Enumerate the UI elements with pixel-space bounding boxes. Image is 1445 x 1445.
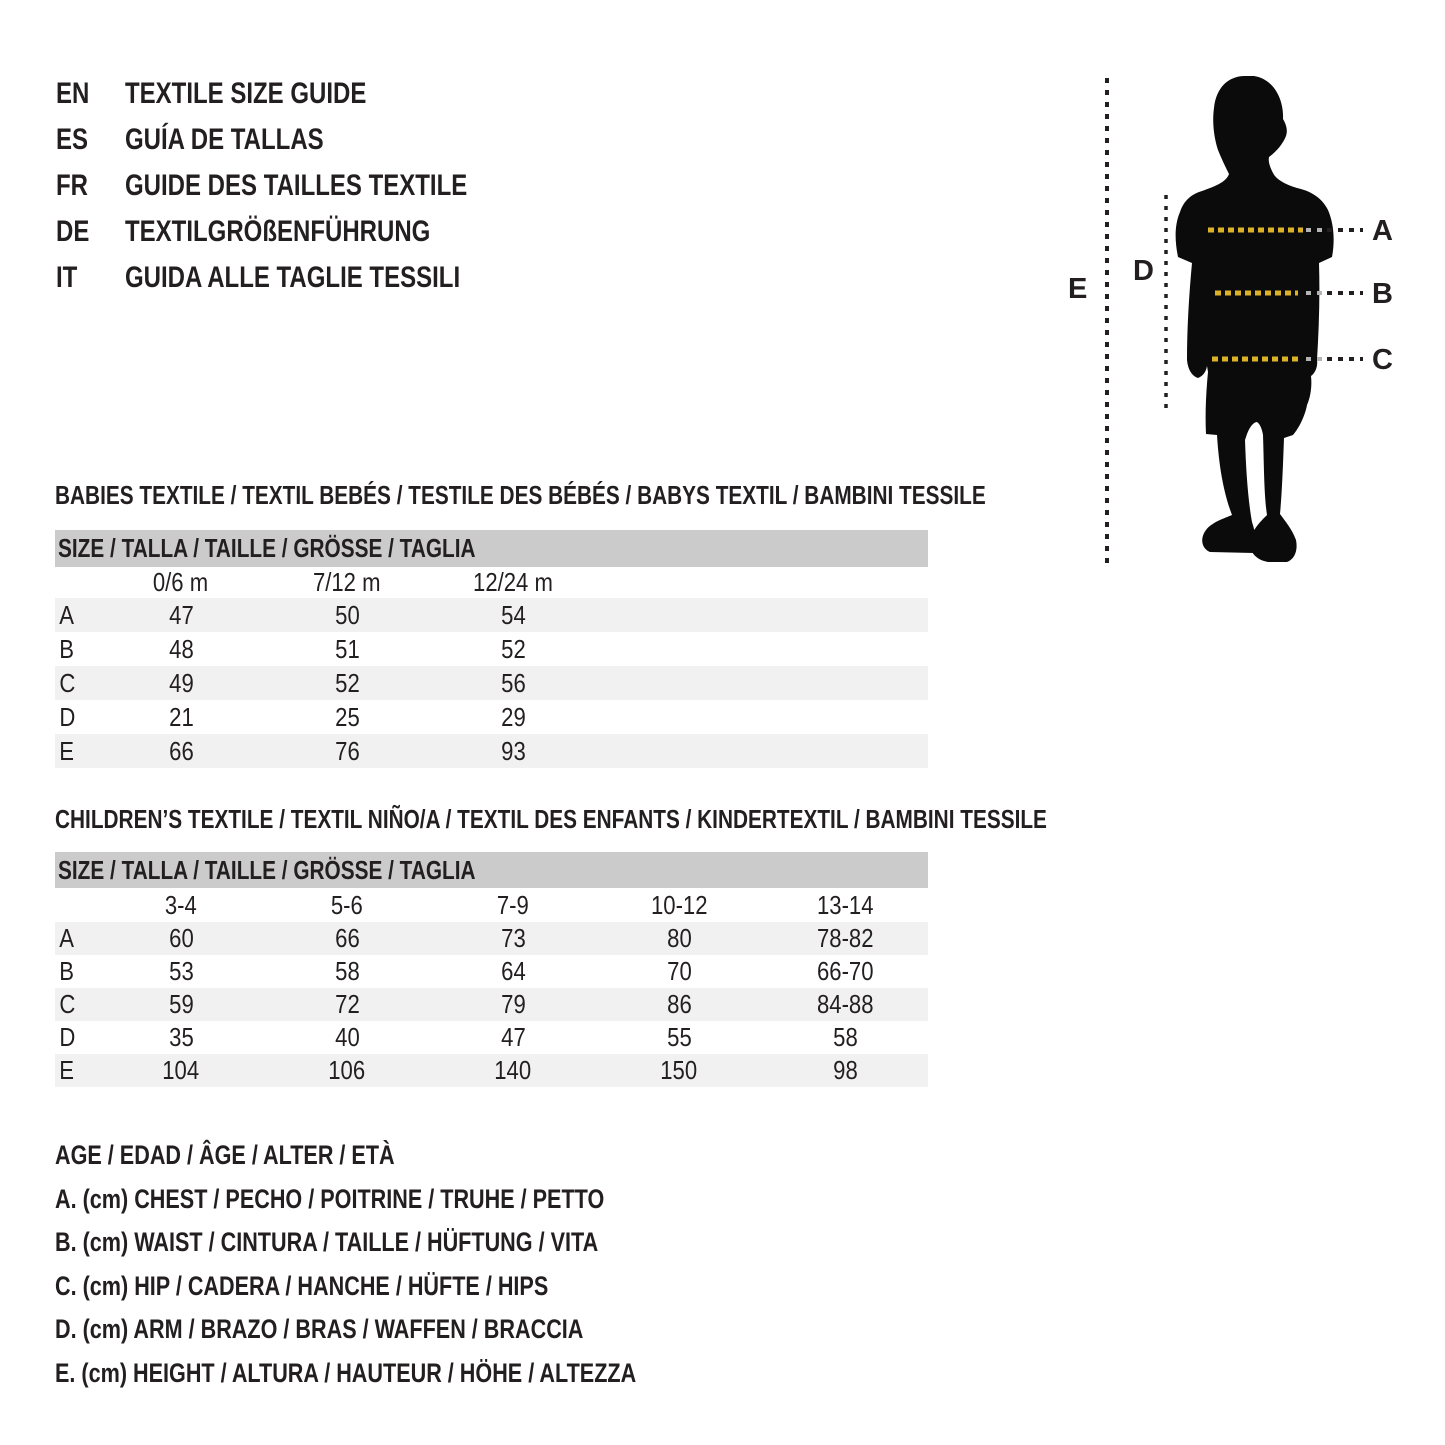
column-header: 3-4: [165, 889, 197, 920]
cell: 58: [334, 956, 360, 986]
header-row-de: [56, 209, 507, 255]
column-header: 5-6: [331, 889, 363, 920]
row-label: B: [59, 633, 75, 664]
cell: 84-88: [816, 989, 874, 1019]
cell: 66-70: [816, 956, 874, 986]
header-row-en: [56, 71, 427, 117]
legend-arm-line: D. (cm) ARM / BRAZO / BRAS / WAFFEN / BRACCIA: [55, 1313, 584, 1344]
row-label: E: [59, 735, 75, 766]
guide-title: GUIDE DES TAILLES TEXTILE: [125, 169, 468, 202]
cell: 58: [832, 1022, 858, 1052]
children-table-row-b: [55, 955, 928, 988]
cell: 150: [660, 1055, 698, 1085]
cell: 72: [334, 989, 360, 1019]
language-code: EN: [56, 77, 90, 110]
header-row-fr: [56, 163, 553, 209]
legend-age-line: AGE / EDAD / ÂGE / ALTER / ETÀ: [55, 1139, 395, 1170]
size-header-label: SIZE / TALLA / TAILLE / GRÖSSE / TAGLIA: [58, 854, 476, 885]
cell: 51: [334, 633, 360, 664]
cell: 56: [500, 667, 526, 698]
row-label: C: [59, 989, 76, 1019]
cell: 53: [168, 956, 194, 986]
column-header: 0/6 m: [153, 567, 209, 597]
babies-table-row-d: [55, 700, 928, 734]
row-label: A: [59, 923, 75, 953]
figure-label-height: E: [1068, 273, 1088, 305]
legend-height-line: E. (cm) HEIGHT / ALTURA / HAUTEUR / HÖHE / ALTEZZA: [55, 1357, 637, 1388]
language-code: ES: [56, 123, 89, 156]
cell: 73: [500, 923, 526, 953]
cell: 64: [500, 956, 526, 986]
cell: 25: [334, 701, 360, 732]
cell: 104: [162, 1055, 200, 1085]
cell: 106: [328, 1055, 366, 1085]
legend-chest-line: A. (cm) CHEST / PECHO / POITRINE / TRUHE / PETTO: [55, 1183, 605, 1214]
cell: 78-82: [816, 923, 874, 953]
cell: 59: [168, 989, 194, 1019]
cell: 29: [500, 701, 526, 732]
column-header: 10-12: [650, 889, 708, 920]
cell: 79: [500, 989, 526, 1019]
language-code: FR: [56, 169, 88, 202]
cell: 47: [500, 1022, 526, 1052]
header-row-it: [56, 255, 544, 301]
row-label: D: [59, 1022, 76, 1052]
children-table-row-c: [55, 988, 928, 1021]
children-table-row-d: [55, 1021, 928, 1054]
cell: 93: [500, 735, 526, 766]
children-column-header-row: [55, 888, 928, 922]
cell: 40: [334, 1022, 360, 1052]
guide-title: TEXTILE SIZE GUIDE: [125, 77, 367, 110]
row-label: D: [59, 701, 76, 732]
cell: 52: [334, 667, 360, 698]
children-size-header-bar: [55, 852, 928, 888]
cell: 86: [666, 989, 692, 1019]
cell: 48: [168, 633, 194, 664]
cell: 49: [168, 667, 194, 698]
babies-table-row-b: [55, 632, 928, 666]
figure-label-chest: A: [1372, 215, 1393, 247]
column-header: 7-9: [497, 889, 529, 920]
babies-table-row-e: [55, 734, 928, 768]
language-code: DE: [56, 215, 90, 248]
legend-waist-line: B. (cm) WAIST / CINTURA / TAILLE / HÜFTUNG / VITA: [55, 1226, 599, 1257]
cell: 60: [168, 923, 194, 953]
cell: 98: [832, 1055, 858, 1085]
babies-size-header-bar: [55, 530, 928, 567]
cell: 47: [168, 599, 194, 630]
guide-title: TEXTILGRÖßENFÜHRUNG: [125, 215, 431, 248]
column-header: 12/24 m: [473, 567, 553, 597]
children-table-row-a: [55, 922, 928, 955]
cell: 55: [666, 1022, 692, 1052]
column-header: 13-14: [816, 889, 874, 920]
cell: 66: [168, 735, 194, 766]
header-row-es: [56, 117, 373, 163]
cell: 21: [168, 701, 194, 732]
row-label: C: [59, 667, 76, 698]
babies-column-header-row: [55, 567, 928, 598]
guide-title: GUÍA DE TALLAS: [125, 123, 324, 156]
cell: 76: [334, 735, 360, 766]
legend-hip-line: C. (cm) HIP / CADERA / HANCHE / HÜFTE / HIPS: [55, 1270, 549, 1301]
figure-label-hip: C: [1372, 344, 1393, 376]
size-header-label: SIZE / TALLA / TAILLE / GRÖSSE / TAGLIA: [58, 533, 476, 563]
babies-table-row-c: [55, 666, 928, 700]
row-label: E: [59, 1055, 75, 1085]
column-header: 7/12 m: [313, 567, 381, 597]
babies-table-row-a: [55, 598, 928, 632]
guide-title: GUIDA ALLE TAGLIE TESSILI: [125, 261, 461, 294]
row-label: B: [59, 956, 75, 986]
cell: 50: [334, 599, 360, 630]
cell: 70: [666, 956, 692, 986]
cell: 35: [168, 1022, 194, 1052]
language-code: IT: [56, 261, 78, 294]
cell: 54: [500, 599, 526, 630]
measurement-figure: [1040, 60, 1440, 590]
babies-section-title: BABIES TEXTILE / TEXTIL BEBÉS / TESTILE DES BÉBÉS / BABYS TEXTIL / BAMBINI TESSILE: [55, 479, 986, 510]
children-section-title: CHILDREN’S TEXTILE / TEXTIL NIÑO/A / TEXTIL DES ENFANTS / KINDERTEXTIL / BAMBINI TESSILE: [55, 803, 1047, 834]
row-label: A: [59, 599, 75, 630]
children-table-row-e: [55, 1054, 928, 1087]
cell: 66: [334, 923, 360, 953]
cell: 140: [494, 1055, 532, 1085]
figure-label-arm: D: [1133, 255, 1154, 287]
cell: 52: [500, 633, 526, 664]
figure-label-waist: B: [1372, 278, 1393, 310]
cell: 80: [666, 923, 692, 953]
